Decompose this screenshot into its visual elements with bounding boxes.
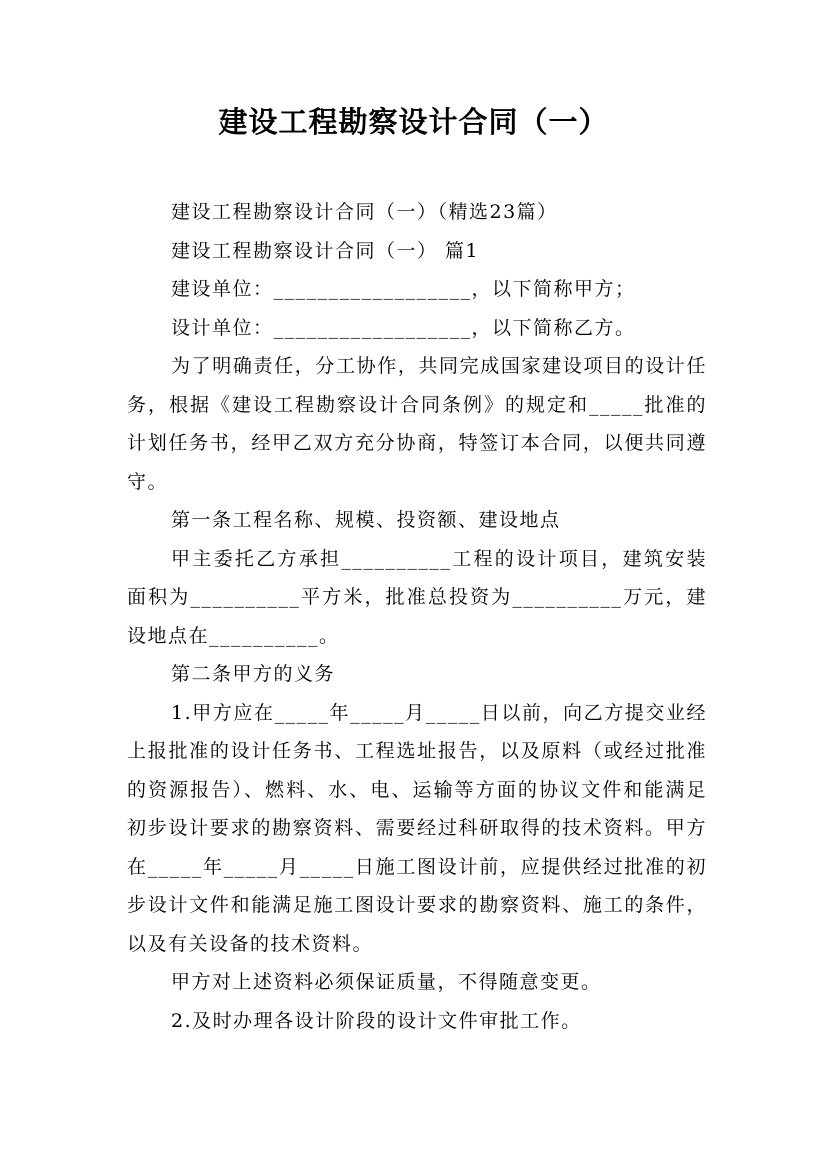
- article-2-heading: 第二条甲方的义务: [171, 663, 336, 685]
- party-b-line: 设计单位：__________________，以下简称乙方。: [171, 316, 636, 339]
- article-2-item-1: 1.甲方应在_____年_____月_____日以前，向乙方提交业经上报批准的设计任务书、工程选址报告，以及原料（或经过批准的资源报告）、燃料、水、电、运输等方面的协议文件和能满足初步设计要求的勘察资料、需要经过科研取得的技术资料。甲方在_____年_____月_____日施工图设计前，应提供经过批准的初步设计文件和能满足施工图设计要求的勘察资料、施工的条件，以及有关设备的技术资料。: [127, 701, 707, 955]
- article-1-heading: 第一条工程名称、规模、投资额、建设地点: [171, 509, 561, 531]
- preamble-paragraph: 为了明确责任，分工协作，共同完成国家建设项目的设计任务，根据《建设工程勘察设计合同条例》的规定和_____批准的计划任务书，经甲乙双方充分协商，特签订本合同，以便共同遵守。: [127, 355, 707, 493]
- article-1-paragraph: 甲主委托乙方承担__________工程的设计项目，建筑安装面积为__________平方米，批准总投资为__________万元，建设地点在__________。: [127, 547, 707, 647]
- document-title: 建设工程勘察设计合同（一）: [218, 105, 609, 139]
- document-body: [127, 193, 707, 1040]
- quality-paragraph: 甲方对上述资料必须保证质量，不得随意变更。: [171, 971, 602, 993]
- subtitle-paragraph: 建设工程勘察设计合同（一）（精选23篇）: [171, 201, 558, 223]
- article-2-item-2: 2.及时办理各设计阶段的设计文件审批工作。: [171, 1009, 582, 1032]
- section-heading: 建设工程勘察设计合同（一） 篇1: [171, 239, 480, 262]
- party-a-line: 建设单位：__________________，以下简称甲方；: [171, 278, 636, 300]
